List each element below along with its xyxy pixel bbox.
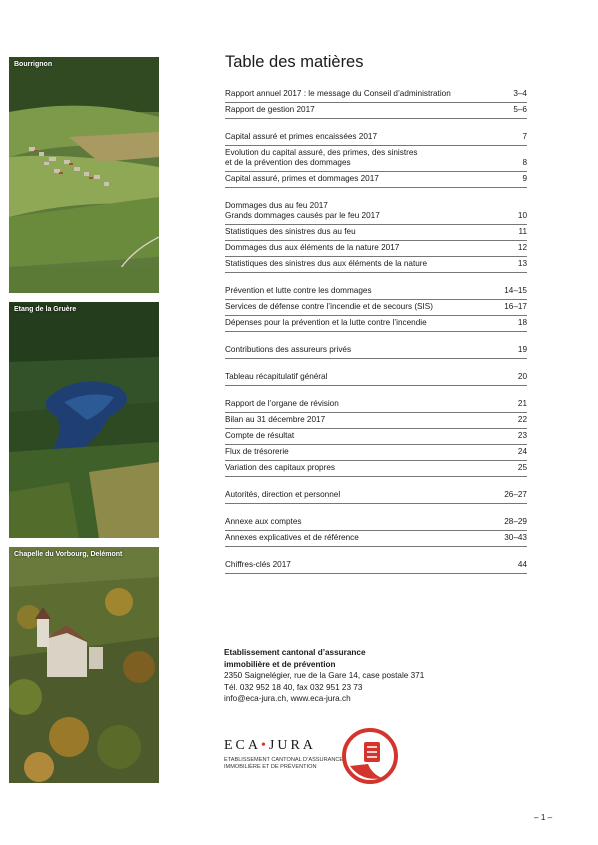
toc-group (225, 201, 527, 273)
logo-wordmark (224, 738, 316, 754)
toc-entry-title: Variation des capitaux propres (225, 463, 335, 472)
toc-entry-page: 20 (517, 372, 527, 381)
toc-entry-title: Rapport de l’organe de révision (225, 399, 339, 408)
toc-entry[interactable] (225, 227, 527, 241)
toc-entry[interactable] (225, 302, 527, 316)
toc-entry-page: 13 (517, 259, 527, 268)
toc-entry[interactable] (225, 89, 527, 103)
toc-entry-page: 9 (522, 174, 527, 183)
toc-entry-page: 5–6 (513, 105, 527, 114)
toc-entry-title: Autorités, direction et personnel (225, 490, 341, 499)
landscape-image (9, 547, 159, 783)
toc-entry-title: Flux de trésorerie (225, 447, 289, 456)
toc-entry[interactable] (225, 560, 527, 574)
landscape-image (9, 302, 159, 538)
logo-dot: • (261, 738, 269, 753)
toc-entry[interactable] (225, 105, 527, 119)
toc-entry-title: Chiffres-clés 2017 (225, 560, 291, 569)
logo-subtitle (224, 757, 343, 771)
toc-entry-title: Grands dommages causés par le feu 2017 (225, 211, 380, 220)
toc-group (225, 89, 527, 119)
toc-group (225, 286, 527, 332)
toc-entry-title: Annexe aux comptes (225, 517, 302, 526)
toc-entry[interactable] (225, 174, 527, 188)
toc-group (225, 345, 527, 359)
postal-address: 2350 Saignelégier, rue de la Gare 14, case postale 371 (224, 671, 425, 680)
toc-entry[interactable] (225, 490, 527, 504)
toc-entry-page: 19 (517, 345, 527, 354)
toc-group-heading: Dommages dus au feu 2017 (225, 201, 328, 210)
toc-entry-title: Compte de résultat (225, 431, 295, 440)
toc-entry-page: 28–29 (504, 517, 527, 526)
toc-entry-page: 25 (517, 463, 527, 472)
toc-entry-page: 14–15 (504, 286, 527, 295)
toc-entry-page: 26–27 (504, 490, 527, 499)
toc-entry-title: Services de défense contre l’incendie et de secours (SIS) (225, 302, 433, 311)
toc-group (225, 372, 527, 386)
photo-chapelle-vorbourg (9, 547, 159, 783)
toc-entry[interactable] (225, 259, 527, 273)
toc-entry-title: Annexes explicatives et de référence (225, 533, 359, 542)
landscape-image (9, 57, 159, 293)
toc-entry-title: Evolution du capital assuré, des primes, des sinistres et de la prévention des dommages (225, 148, 418, 167)
photo-bourrignon (9, 57, 159, 293)
eca-emblem-icon (342, 726, 398, 786)
toc-entry[interactable] (225, 415, 527, 429)
toc-group (225, 517, 527, 547)
toc-entry[interactable] (225, 132, 527, 146)
toc-entry-title: Statistiques des sinistres dus aux éléments de la nature (225, 259, 428, 268)
toc-entry-page: 18 (517, 318, 527, 327)
toc-entry[interactable] (225, 318, 527, 332)
toc-group (225, 490, 527, 504)
page-title: Table des matières (225, 53, 364, 71)
toc-entry-page: 44 (517, 560, 527, 569)
toc-entry-page: 24 (517, 447, 527, 456)
toc-entry-title: Rapport de gestion 2017 (225, 105, 315, 114)
toc-entry[interactable] (225, 243, 527, 257)
email-website: info@eca-jura.ch, www.eca-jura.ch (224, 694, 351, 703)
logo-subtitle-line2: IMMOBILIÈRE ET DE PRÉVENTION (224, 764, 317, 770)
photo-etang-gruere (9, 302, 159, 538)
toc-entry-title: Contributions des assureurs privés (225, 345, 352, 354)
toc-entry-title: Tableau récapitulatif général (225, 372, 328, 381)
toc-entry-page: 8 (522, 158, 527, 167)
organisation-name: Etablissement cantonal d’assurance (224, 648, 366, 657)
toc-entry[interactable] (225, 372, 527, 386)
toc-entry-page: 7 (522, 132, 527, 141)
toc-entry[interactable] (225, 463, 527, 477)
toc-entry[interactable] (225, 399, 527, 413)
toc-entry-title: Bilan au 31 décembre 2017 (225, 415, 326, 424)
photo-caption: Etang de la Gruère (14, 306, 77, 313)
toc-entry[interactable] (225, 286, 527, 300)
address-block (224, 647, 424, 705)
toc-entry-page: 23 (517, 431, 527, 440)
toc-entry-title: Statistiques des sinistres dus au feu (225, 227, 356, 236)
toc-entry-page: 16–17 (504, 302, 527, 311)
logo-word-jura: JURA (268, 738, 316, 753)
page-number: – 1 – (534, 813, 553, 822)
toc-entry-title: Capital assuré, primes et dommages 2017 (225, 174, 379, 183)
organisation-name-line2: immobilière et de prévention (224, 659, 336, 669)
toc-entry-title: Capital assuré et primes encaissées 2017 (225, 132, 378, 141)
toc-entry[interactable] (225, 148, 527, 172)
toc-entry-title: Rapport annuel 2017 : le message du Conseil d’administration (225, 89, 451, 98)
toc-group (225, 132, 527, 188)
toc-entry-title: Dommages dus aux éléments de la nature 2017 (225, 243, 400, 252)
toc-entry-page: 3–4 (513, 89, 527, 98)
toc-entry-page: 21 (517, 399, 527, 408)
toc-entry-title: Prévention et lutte contre les dommages (225, 286, 372, 295)
eca-jura-logo (224, 726, 404, 788)
toc-entry[interactable] (225, 431, 527, 445)
toc-entry[interactable] (225, 447, 527, 461)
toc-entry[interactable] (225, 517, 527, 531)
toc-entry[interactable] (225, 345, 527, 359)
toc-group (225, 399, 527, 477)
toc-entry-page: 11 (518, 227, 527, 236)
toc-entry-page: 12 (517, 243, 527, 252)
toc-entry-page: 30–43 (504, 533, 527, 542)
table-of-contents (225, 89, 527, 587)
logo-word-eca: ECA (224, 738, 261, 753)
logo-subtitle-line1: ETABLISSEMENT CANTONAL D’ASSURANCE (224, 757, 344, 763)
toc-entry-page: 10 (517, 211, 527, 220)
toc-entry-title: Dépenses pour la prévention et la lutte contre l’incendie (225, 318, 427, 327)
photo-caption: Chapelle du Vorbourg, Delémont (14, 551, 123, 558)
phone-fax: Tél. 032 952 18 40, fax 032 951 23 73 (224, 682, 363, 692)
toc-entry[interactable] (225, 533, 527, 547)
toc-entry-page: 22 (517, 415, 527, 424)
photo-caption: Bourrignon (14, 61, 53, 68)
toc-group (225, 560, 527, 574)
toc-entry[interactable] (225, 211, 527, 225)
